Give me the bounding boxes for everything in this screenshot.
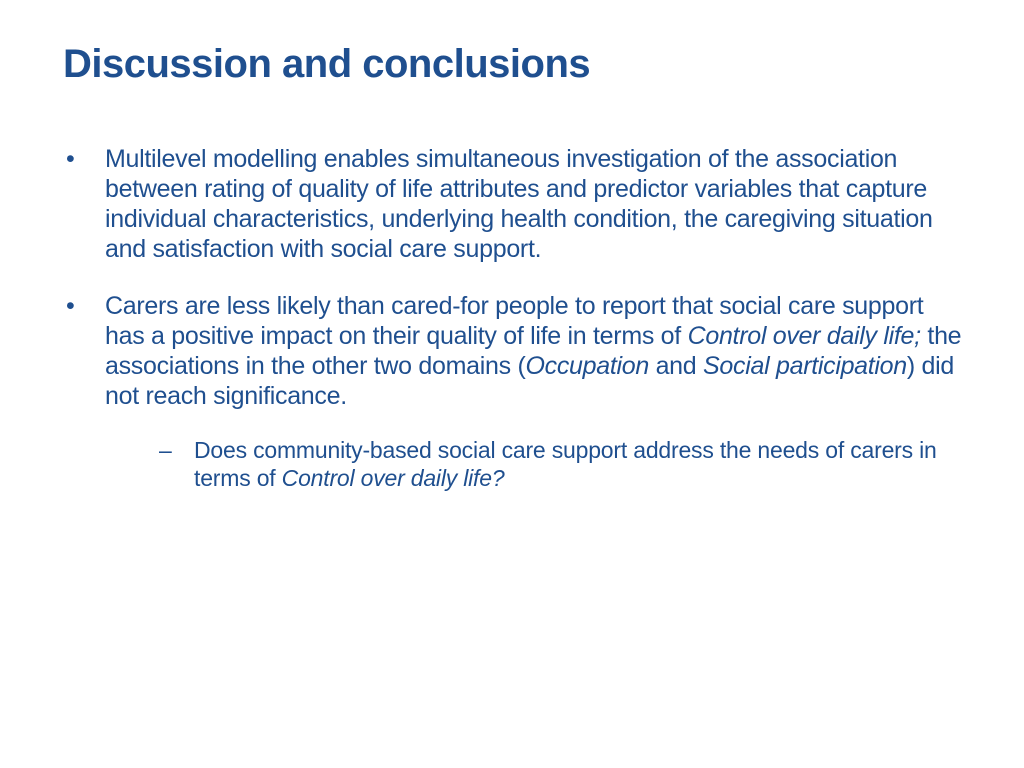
bullet-item-2	[62, 291, 962, 492]
sub-bullet-text: Does community-based social care support address the needs of carers in terms of	[194, 437, 937, 491]
sub-bullet-italic-text: Control over daily life?	[281, 465, 505, 491]
bullet-italic-text: Control over daily life;	[687, 322, 921, 350]
bullet-marker: •	[66, 145, 75, 173]
bullet-text-part: the associations in the other two domains (	[105, 322, 962, 380]
bullet-text-part: ) did not reach significance.	[105, 352, 955, 410]
bullet-text-part: Carers are less likely than cared-for people to report that social care support has a positive impact on their quality of life in terms of	[105, 292, 924, 350]
slide-title: Discussion and conclusions	[63, 42, 591, 86]
bullet-italic-text: Social participation	[703, 352, 907, 380]
bullet-text-part: and	[648, 352, 704, 380]
sub-bullet-item	[150, 436, 962, 492]
bullet-list	[62, 144, 962, 492]
dash-marker: –	[159, 437, 172, 463]
bullet-marker: •	[66, 292, 75, 320]
bullet-italic-text: Occupation	[525, 352, 649, 380]
bullet-item-1	[62, 144, 962, 264]
bullet-text: Multilevel modelling enables simultaneous investigation of the association between rating of quality of life attributes and predictor variables that capture individual characteristics, underlying health condition, the caregiving situation and satisfaction with social care support.	[105, 145, 933, 263]
